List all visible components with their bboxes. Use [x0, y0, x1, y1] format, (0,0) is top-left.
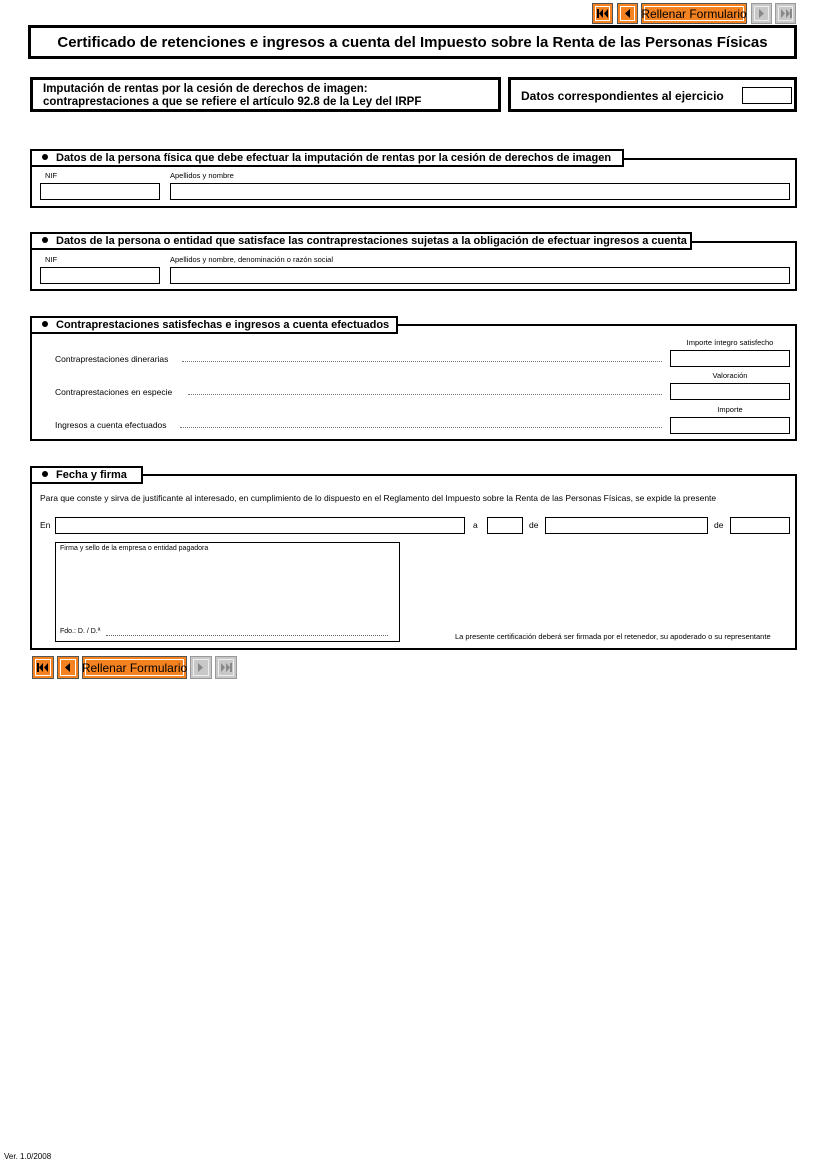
contraprestaciones-especie-input[interactable] — [670, 383, 790, 400]
fdo-label: Fdo.: D. / D.ª — [60, 628, 101, 635]
section-pagador-title: Datos de la persona o entidad que satisface las contraprestaciones sujetas a la obligación de efectuar ingresos a cuenta — [30, 232, 692, 250]
name-label: Apellidos y nombre, denominación o razón social — [170, 255, 334, 264]
previous-page-button[interactable] — [617, 3, 638, 24]
previous-icon — [65, 663, 71, 672]
next-page-button — [751, 3, 772, 24]
name-label: Apellidos y nombre — [170, 171, 234, 180]
dot-leader — [180, 427, 662, 428]
form-title: Certificado de retenciones e ingresos a cuenta del Impuesto sobre la Renta de las Personas Físicas — [57, 33, 768, 51]
year-input[interactable] — [730, 517, 790, 534]
de-label: de — [529, 520, 539, 530]
pagador-name-input[interactable] — [170, 267, 790, 284]
form-title-box — [28, 25, 797, 59]
valoracion-header: Valoración — [712, 371, 748, 380]
section-imputacion-title: Datos de la persona física que debe efectuar la imputación de rentas por la cesión de derechos de imagen — [30, 149, 624, 167]
signature-note: La presente certificación deberá ser firmada por el retenedor, su apoderado o su representante — [455, 632, 771, 641]
imputacion-heading-box — [30, 77, 501, 112]
previous-icon — [625, 9, 631, 18]
ejercicio-label: Datos correspondientes al ejercicio — [521, 89, 724, 103]
ingresos-cuenta-input[interactable] — [670, 417, 790, 434]
signature-box[interactable] — [55, 542, 400, 642]
a-label: a — [473, 520, 478, 530]
bullet-icon — [42, 154, 48, 160]
section-firma-title: Fecha y firma — [30, 466, 143, 484]
imputacion-line-2: contraprestaciones a que se refiere el artículo 92.8 de la Ley del IRPF — [43, 96, 422, 108]
last-page-button — [215, 656, 237, 679]
pagador-nif-input[interactable] — [40, 267, 160, 284]
ejercicio-input[interactable] — [742, 87, 792, 104]
contraprestaciones-dinerarias-label: Contraprestaciones dinerarias — [55, 354, 169, 364]
certification-paragraph: Para que conste y sirva de justificante al interesado, en cumplimiento de lo dispuesto en el Reglamento del Impuesto sobre la Renta de las Personas Físicas, se expide la presente — [40, 493, 717, 503]
next-page-button — [190, 656, 212, 679]
dot-leader — [188, 394, 662, 395]
importe-integro-header: Importe íntegro satisfecho — [686, 338, 774, 347]
importe-header: Importe — [717, 405, 743, 414]
next-icon — [759, 9, 765, 18]
next-icon — [198, 663, 204, 672]
dot-leader — [182, 361, 662, 362]
imputacion-line-1: Imputación de rentas por la cesión de derechos de imagen: — [43, 83, 368, 95]
last-page-icon — [780, 9, 792, 18]
first-page-icon — [37, 663, 49, 672]
last-page-button — [775, 3, 796, 24]
version-label: Ver. 1.0/2008 — [4, 1152, 52, 1161]
fill-form-button[interactable]: Rellenar Formulario — [641, 3, 747, 24]
fill-form-button[interactable]: Rellenar Formulario — [82, 656, 187, 679]
first-page-button[interactable] — [32, 656, 54, 679]
nif-label: NIF — [45, 171, 58, 180]
place-input[interactable] — [55, 517, 465, 534]
imputacion-nif-input[interactable] — [40, 183, 160, 200]
bullet-icon — [42, 471, 48, 477]
month-input[interactable] — [545, 517, 708, 534]
last-page-icon — [220, 663, 232, 672]
imputacion-name-input[interactable] — [170, 183, 790, 200]
nif-label: NIF — [45, 255, 58, 264]
signature-line — [106, 635, 388, 636]
contraprestaciones-especie-label: Contraprestaciones en especie — [55, 387, 173, 397]
contraprestaciones-dinerarias-input[interactable] — [670, 350, 790, 367]
first-page-button[interactable] — [592, 3, 613, 24]
previous-page-button[interactable] — [57, 656, 79, 679]
de-label: de — [714, 520, 724, 530]
signature-box-label: Firma y sello de la empresa o entidad pagadora — [60, 545, 209, 552]
ingresos-cuenta-label: Ingresos a cuenta efectuados — [55, 420, 167, 430]
ejercicio-box — [508, 77, 797, 112]
first-page-icon — [597, 9, 609, 18]
day-input[interactable] — [487, 517, 523, 534]
section-contraprestaciones-title: Contraprestaciones satisfechas e ingresos a cuenta efectuados — [30, 316, 398, 334]
en-label: En — [40, 520, 51, 530]
bullet-icon — [42, 321, 48, 327]
bullet-icon — [42, 237, 48, 243]
